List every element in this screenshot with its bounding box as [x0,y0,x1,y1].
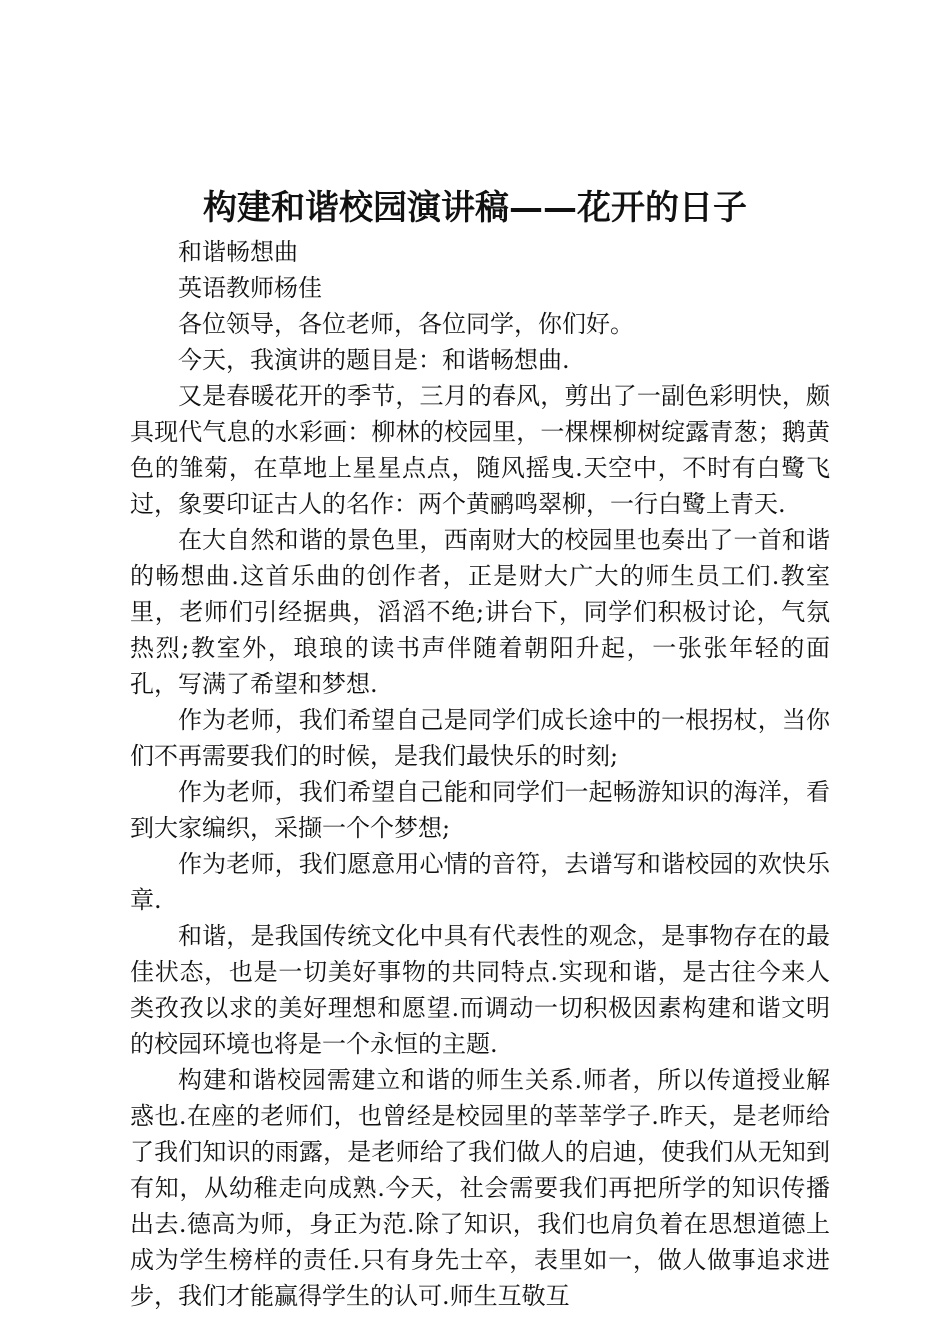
paragraph-harmony: 和谐，是我国传统文化中具有代表性的观念，是事物存在的最佳状态，也是一切美好事物的共同特点.实现和谐，是古往今来人类孜孜以求的美好理想和愿望.而调动一切积极因素构建和谐文明的校园环境也将是一个永恒的主题. [130,922,830,1058]
document-body [130,234,830,1314]
paragraph-subtitle: 和谐畅想曲 [178,238,298,266]
paragraph-topic: 今天，我演讲的题目是：和谐畅想曲. [178,346,570,374]
document-title: 构建和谐校园演讲稿——花开的日子 [203,188,747,228]
paragraph-spring: 又是春暖花开的季节，三月的春风，剪出了一副色彩明快，颇具现代气息的水彩画：柳林的校园里，一棵棵柳树绽露青葱；鹅黄色的雏菊，在草地上星星点点，随风摇曳.天空中，不时有白鹭飞过，象要印证古人的名作：两个黄鹂鸣翠柳，一行白鹭上青天. [130,382,830,518]
paragraph-teacher-1: 作为老师，我们希望自己是同学们成长途中的一根拐杖，当你们不再需要我们的时候，是我们最快乐的时刻; [130,706,830,770]
paragraph-teacher-3: 作为老师，我们愿意用心情的音符，去谱写和谐校园的欢快乐章. [130,850,830,914]
paragraph-greeting: 各位领导，各位老师，各位同学，你们好。 [178,310,634,338]
paragraph-author: 英语教师杨佳 [178,274,322,302]
paragraph-campus: 在大自然和谐的景色里，西南财大的校园里也奏出了一首和谐的畅想曲.这首乐曲的创作者，正是财大广大的师生员工们.教室里，老师们引经据典，滔滔不绝;讲台下，同学们积极讨论，气氛热烈;教室外，琅琅的读书声伴随着朝阳升起，一张张年轻的面孔，写满了希望和梦想. [130,526,830,698]
paragraph-teacher-2: 作为老师，我们希望自己能和同学们一起畅游知识的海洋，看到大家编织，采撷一个个梦想; [130,778,830,842]
paragraph-relationship: 构建和谐校园需建立和谐的师生关系.师者，所以传道授业解惑也.在座的老师们，也曾经是校园里的莘莘学子.昨天，是老师给了我们知识的雨露，是老师给了我们做人的启迪，使我们从无知到有知，从幼稚走向成熟.今天，社会需要我们再把所学的知识传播出去.德高为师，身正为范.除了知识，我们也肩负着在思想道德上成为学生榜样的责任.只有身先士卒，表里如一，做人做事追求进步，我们才能赢得学生的认可.师生互敬互 [130,1066,830,1310]
